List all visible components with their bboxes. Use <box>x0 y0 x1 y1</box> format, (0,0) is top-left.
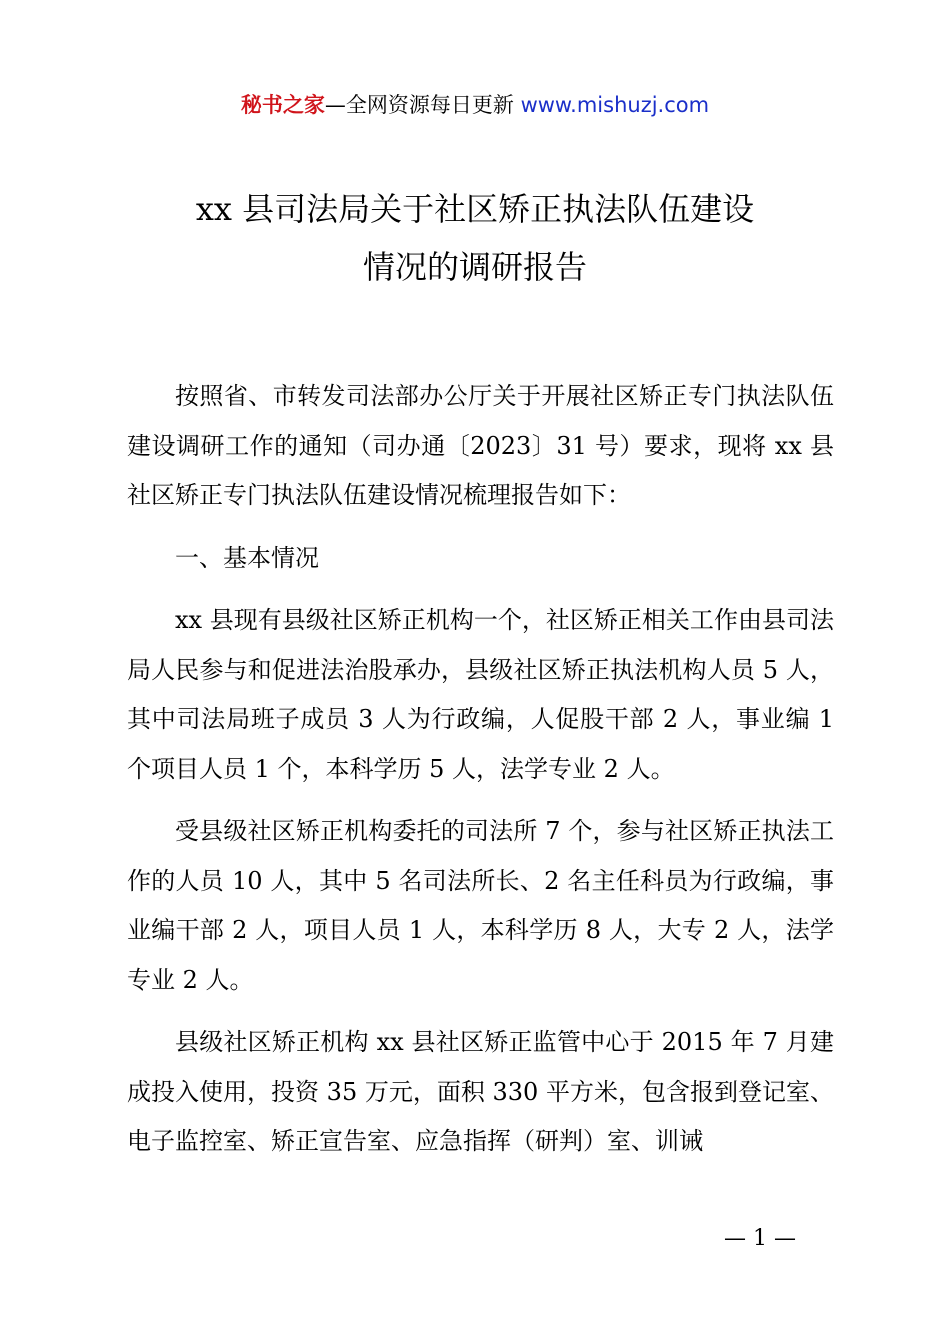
banner-tagline: —全网资源每日更新 <box>324 93 521 117</box>
section-heading: 一、基本情况 <box>175 543 319 572</box>
banner-site-link[interactable]: www.mishuzj.com <box>520 93 710 117</box>
banner-brand: 秘书之家 <box>240 93 325 117</box>
title-line-1: xx 县司法局关于社区矫正执法队伍建设 <box>195 190 755 228</box>
body-paragraph: 县级社区矫正机构 xx 县社区矫正监管中心于 2015 年 7 月建成投入使用，投资 35 万元，面积 330 平方米，包含报到登记室、电子监控室、矫正宣告室、应急指挥（研判）室、训诫 <box>127 1028 834 1155</box>
document-title <box>0 180 950 296</box>
site-banner <box>0 90 950 120</box>
intro-paragraph: 按照省、市转发司法部办公厅关于开展社区矫正专门执法队伍建设调研工作的通知（司办通〔2023〕31 号）要求，现将 xx 县社区矫正专门执法队伍建设情况梳理报告如下： <box>127 382 834 509</box>
document-body <box>127 372 834 1180</box>
title-line-2: 情况的调研报告 <box>362 248 587 286</box>
page-number: — 1 — <box>724 1226 796 1251</box>
body-paragraph: xx 县现有县级社区矫正机构一个，社区矫正相关工作由县司法局人民参与和促进法治股承办，县级社区矫正执法机构人员 5 人，其中司法局班子成员 3 人为行政编，人促股干部 2 人，事业编 1 个项目人员 1 个，本科学历 5 人，法学专业 2 人。 <box>127 606 834 783</box>
body-paragraph: 受县级社区矫正机构委托的司法所 7 个，参与社区矫正执法工作的人员 10 人，其中 5 名司法所长、2 名主任科员为行政编，事业编干部 2 人，项目人员 1 人，本科学历 8 人，大专 2 人，法学专业 2 人。 <box>127 817 834 994</box>
